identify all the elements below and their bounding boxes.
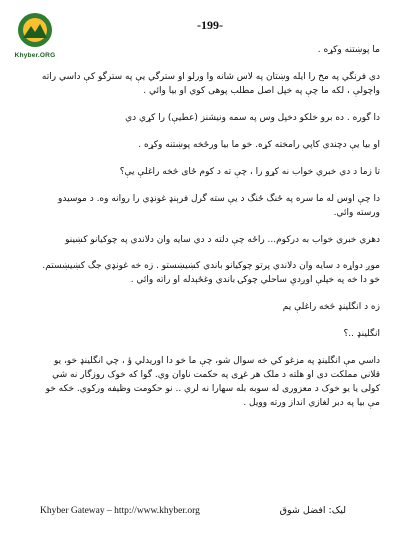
paragraph: دهري خبري خواب به درکوم... راځه چې دلته د دي سايه وان دلاندي په چوکيانو کښينو (65, 234, 380, 245)
paragraph: دا گوره . ده برو خلکو دخپل وس په سمه ونيشنز (عطيې) را کړي دي (125, 112, 380, 123)
paragraph: تا زما د دي خبري خواب نه کړو را ، چې ته د کوم ځاى څخه راغلې يې؟ (119, 166, 380, 177)
body-text (40, 44, 380, 424)
paragraph: دا چې اوس له ما سره په ځنگ ځنگ د يې سته گرل فرېنډ غونډي را روانه وه. د موسيدو ورسته وائي. (58, 193, 380, 218)
paragraph: موږ دواړه د سايه وان دلاندي پرتو چوکيانو باندي کښيښستو . زه خه غونډي جگ کښيښستم. خو دا خه په خپلې اوږدې ساحلي چوکۍ باندي وغځېدله او راته وائي . (42, 261, 380, 286)
paragraph: زه د انگلينډ څخه راغلې يم (282, 302, 380, 313)
paragraph: داسي مې انگلينډ په مزغو کي خه سوال شو، چې ما خو دا اوريدلي ؤ ، چي انگلينډ خو، يو قلاني مملکت دی او هلته د ملک هر غړى په حکمت ناوان وي. گوا که خوک روزگار نه شي کولی يا يو خوک د معزورى له سوبه بله سهارا نه لري .. نو حکومت وظيفه ورکوي. خکه خو مې بيا په دبر لغازي انداز ورته وويل . (45, 356, 380, 408)
footer-author: ليک: افضل شوق (279, 505, 346, 516)
paragraph: انگلينډ ..؟ (343, 329, 380, 340)
paragraph: او بيا يې دچندي کاپي رامخته کړه. خو ما بيا ورځخه پوښتنه وکړه . (138, 139, 380, 150)
paragraph: ما پوښتنه وکړه . (317, 45, 380, 55)
logo-caption: Khyber.ORG (14, 52, 56, 59)
page-number: -199- (197, 18, 223, 32)
paragraph: دي فرنگي په مخ را ايله وښتان په لاس شانه وا ورلو او سترگي يې په سترگو کې داسي راته واچولې ، لکه ما چې په خپل اصل مطلب پوهی کوي او بيا وائي . (41, 71, 380, 96)
footer-website: Khyber Gateway – http://www.khyber.org (40, 506, 200, 516)
